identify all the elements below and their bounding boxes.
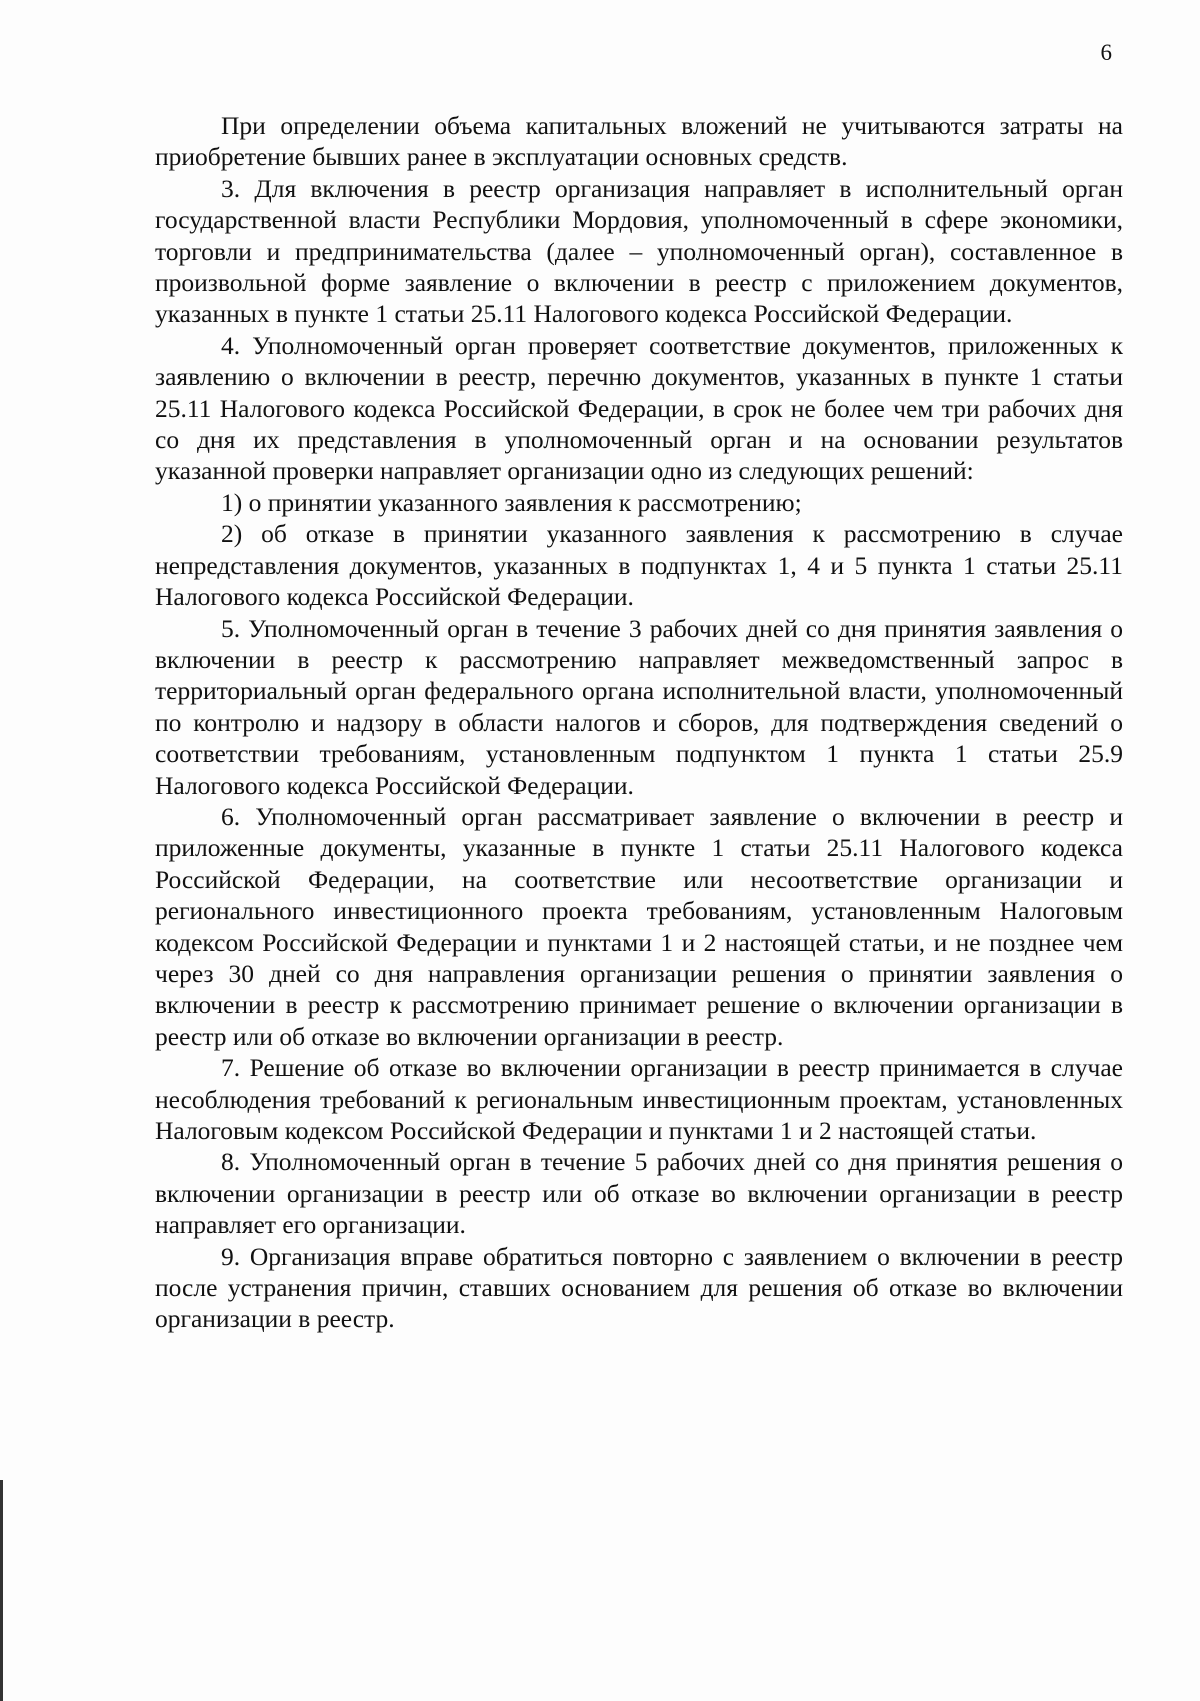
paragraph-item-9: 9. Организация вправе обратиться повторно с заявлением о включении в реестр после устранения причин, ставших основанием для решения об отказе во включении организации в реестр.: [155, 1241, 1123, 1334]
paragraph-item-7: 7. Решение об отказе во включении организации в реестр принимается в случае несоблюдения требований к региональным инвестиционным проектам, установленных Налоговым кодексом Российской Федерации и пунктами 1 и 2 настоящей статьи.: [155, 1053, 1123, 1145]
scan-edge-mark: [0, 1480, 3, 1701]
paragraph-subitem-2: 2) об отказе в принятии указанного заявления к рассмотрению в случае непредставления документов, указанных в подпунктах 1, 4 и 5 пункта 1 статьи 25.11 Налогового кодекса Российской Федерации.: [155, 519, 1123, 612]
paragraph-item-5: 5. Уполномоченный орган в течение 3 рабочих дней со дня принятия заявления о включении в реестр к рассмотрению направляет межведомственный запрос в территориальный орган федерального органа исполнительной власти, уполномоченный по контролю и надзору в области налогов и сборов, для подтверждения сведений о соответствии требованиям, установленным подпунктом 1 пункта 1 статьи 25.9 Налогового кодекса Российской Федерации.: [155, 613, 1123, 800]
paragraph-item-3: 3. Для включения в реестр организация направляет в исполнительный орган государственной власти Республики Мордовия, уполномоченный в сфере экономики, торговли и предпринимательства (далее – уполномоченный орган), составленное в произвольной форме заявление о включении в реестр с приложением документов, указанных в пункте 1 статьи 25.11 Налогового кодекса Российской Федерации.: [155, 173, 1123, 329]
page-number: 6: [1100, 40, 1112, 65]
paragraph-item-4: 4. Уполномоченный орган проверяет соответствие документов, приложенных к заявлению о включении в реестр, перечню документов, указанных в пункте 1 статьи 25.11 Налогового кодекса Российской Федерации, в срок не более чем три рабочих дня со дня их представления в уполномоченный орган и на основании результатов указанной проверки направляет организации одно из следующих решений:: [155, 330, 1123, 486]
paragraph-item-6: 6. Уполномоченный орган рассматривает заявление о включении в реестр и приложенные документы, указанные в пункте 1 статьи 25.11 Налогового кодекса Российской Федерации, на соответствие или несоответствие организации и регионального инвестиционного проекта требованиям, установленным Налоговым кодексом Российской Федерации и пунктами 1 и 2 настоящей статьи, и не позднее чем через 30 дней со дня направления организации решения о принятии заявления о включении в реестр к рассмотрению принимает решение о включении организации в реестр или об отказе во включении организации в реестр.: [155, 801, 1123, 1051]
paragraph-item-8: 8. Уполномоченный орган в течение 5 рабочих дней со дня принятия решения о включении организации в реестр или об отказе во включении организации в реестр направляет его организации.: [155, 1147, 1123, 1240]
paragraph-subitem-1: 1) о принятии указанного заявления к рассмотрению;: [221, 487, 802, 517]
document-body: [155, 110, 1123, 1335]
paragraph-capital-investments: При определении объема капитальных вложений не учитываются затраты на приобретение бывших ранее в эксплуатации основных средств.: [155, 111, 1123, 172]
